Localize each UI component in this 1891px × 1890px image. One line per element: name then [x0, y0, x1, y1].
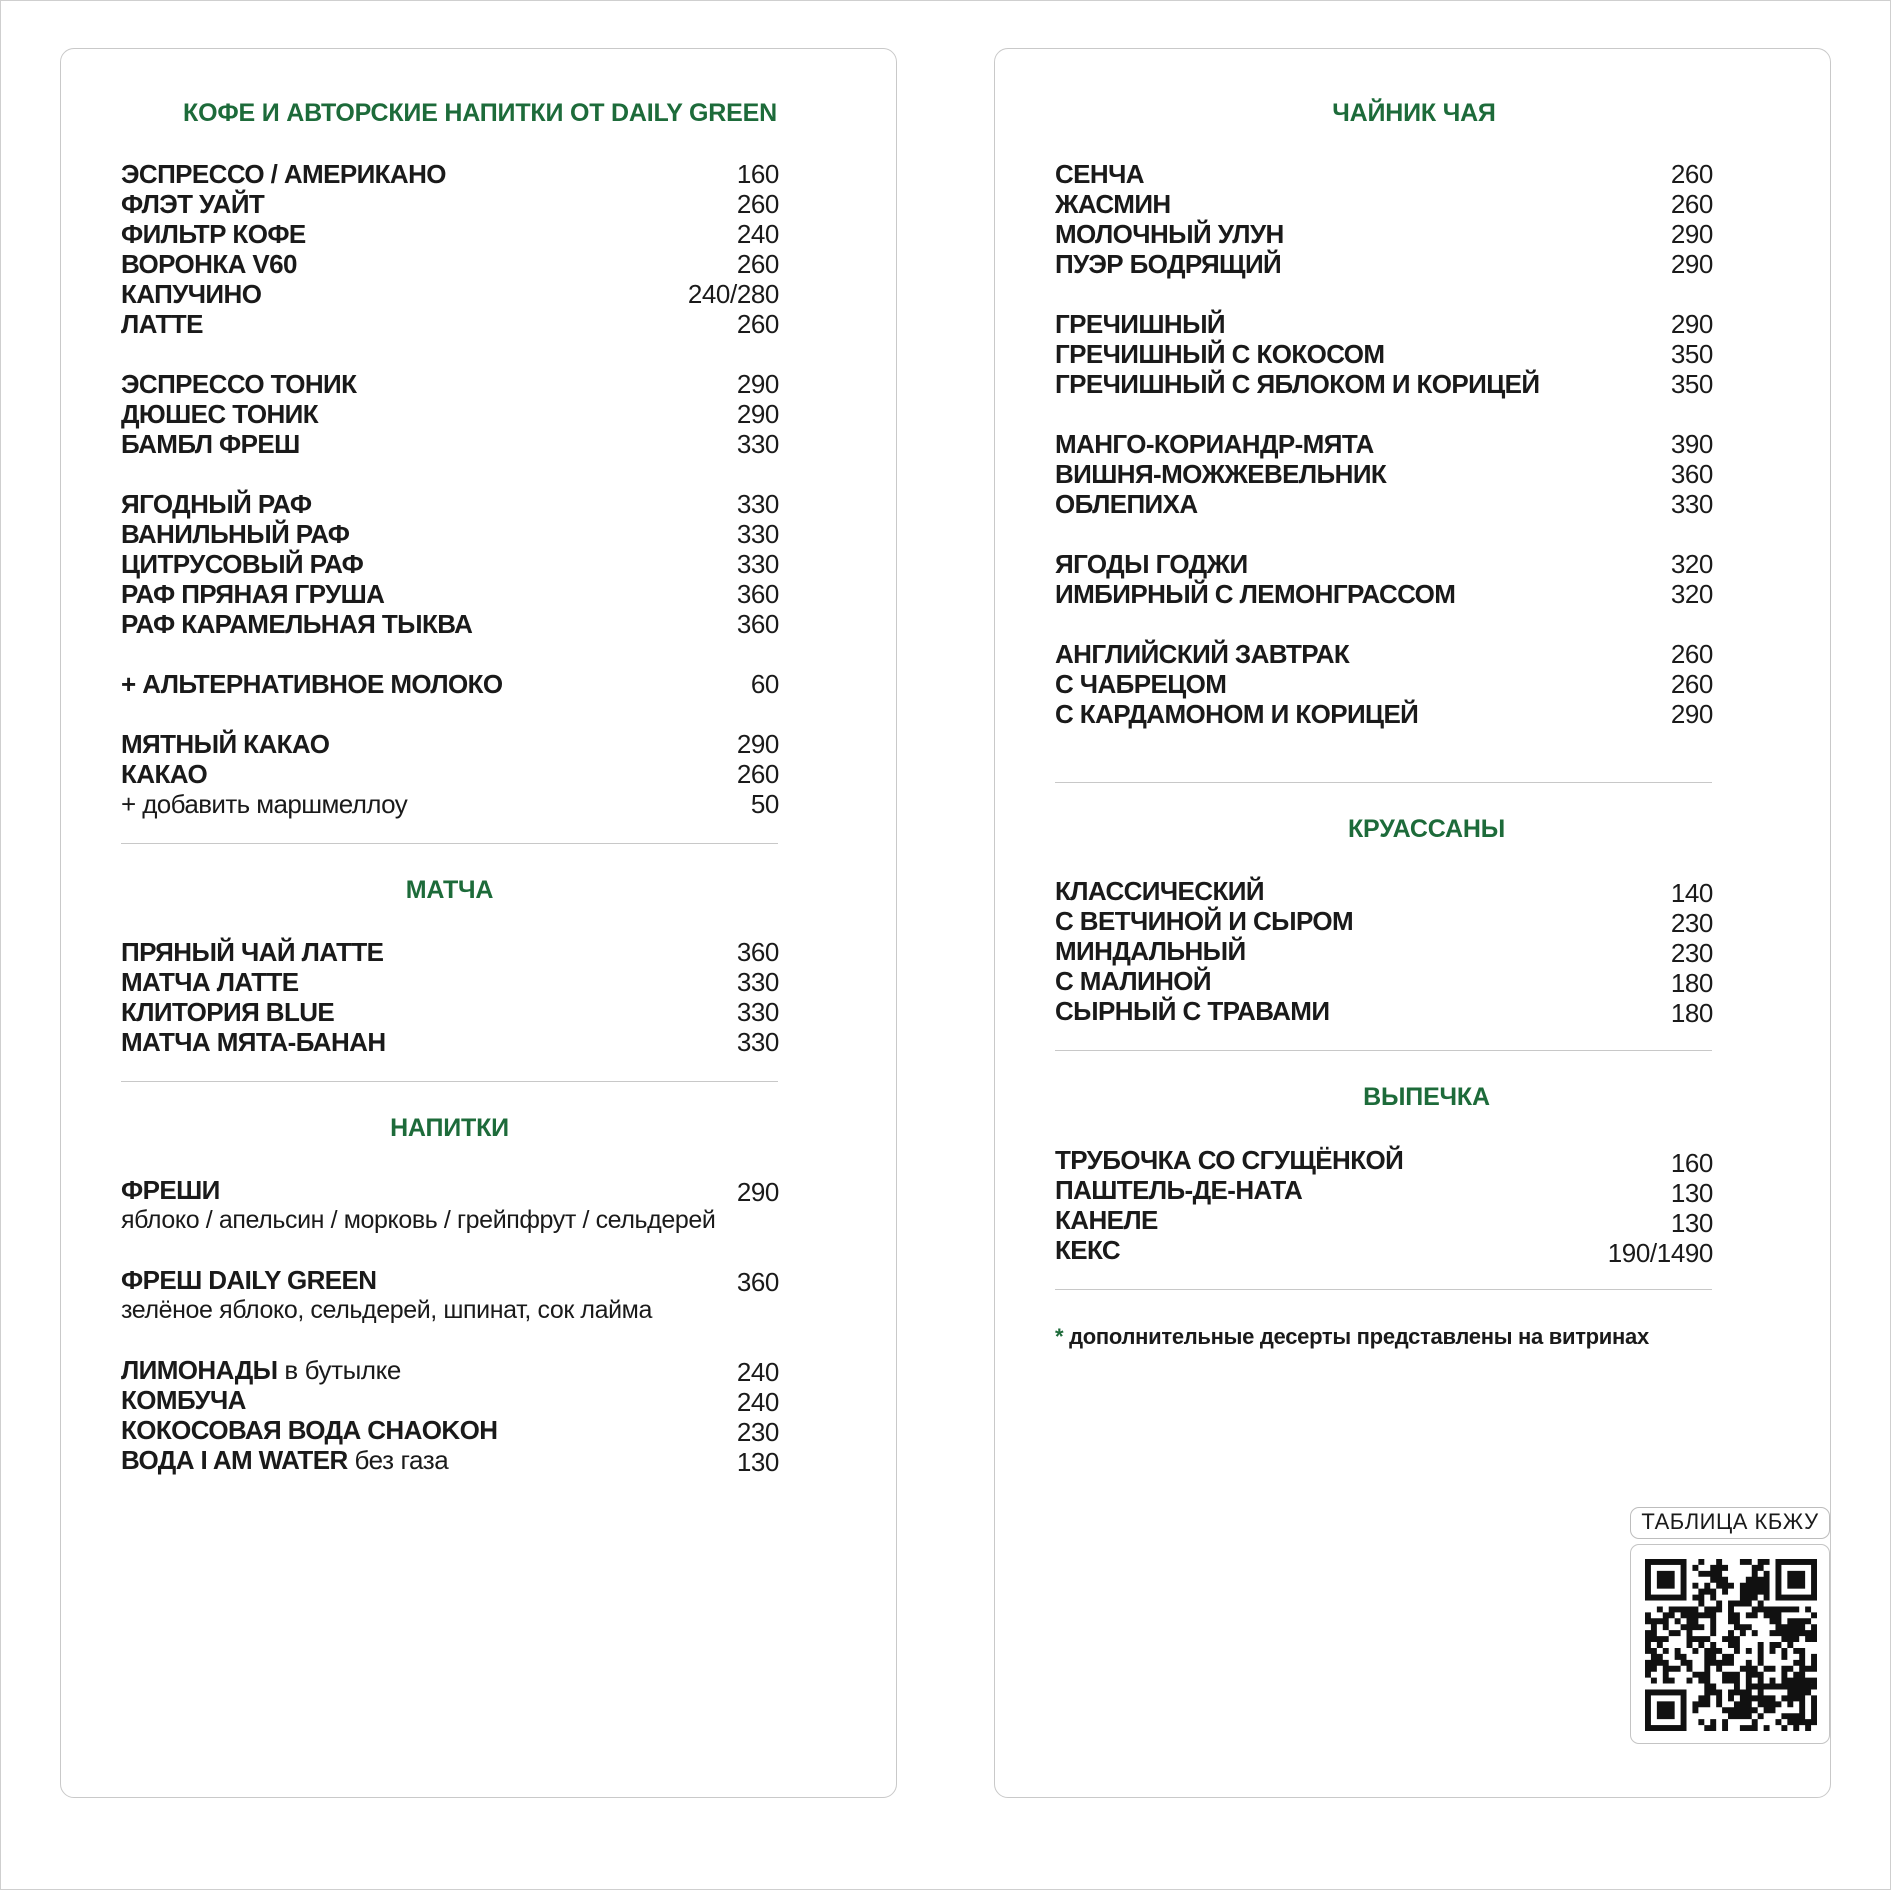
menu-item	[121, 579, 839, 609]
section-divider	[121, 1081, 778, 1082]
menu-item	[1055, 996, 1773, 1026]
item-price: 330	[736, 549, 779, 579]
menu-item	[121, 1415, 839, 1445]
item-name: ВИШНЯ-МОЖЖЕВЕЛЬНИК	[1055, 459, 1387, 489]
item-name: ФРЕШ DAILY GREEN	[121, 1265, 377, 1295]
menu-item	[121, 489, 839, 519]
item-price: 290	[1670, 249, 1713, 279]
item-price: 360	[1670, 459, 1713, 489]
item-name: РАФ КАРАМЕЛЬНАЯ ТЫКВА	[121, 609, 473, 639]
menu-item	[1055, 339, 1773, 369]
section-divider	[121, 843, 778, 844]
item-name: ФЛЭТ УАЙТ	[121, 189, 265, 219]
item-name-text: КОМБУЧА	[121, 1385, 246, 1415]
item-name: ЯГОДЫ ГОДЖИ	[1055, 549, 1248, 579]
item-name: КЛИТОРИЯ BLUE	[121, 997, 335, 1027]
qr-code-icon[interactable]	[1630, 1544, 1830, 1744]
menu-item	[1055, 579, 1773, 609]
coffee-section-title: КОФЕ И АВТОРСКИЕ НАПИТКИ ОТ DAILY GREEN	[183, 99, 777, 127]
desserts-footnote	[1055, 1324, 1649, 1350]
menu-item	[121, 1265, 839, 1295]
menu-item	[1055, 906, 1773, 936]
menu-item	[1055, 1235, 1773, 1268]
item-name: КЕКС	[1055, 1235, 1121, 1265]
item-name: ЦИТРУСОВЫЙ РАФ	[121, 549, 364, 579]
qr-finder-pattern	[1775, 1559, 1817, 1601]
item-name: МАТЧА МЯТА-БАНАН	[121, 1027, 386, 1057]
item-price: 290	[736, 369, 779, 399]
menu-item	[121, 1355, 839, 1385]
item-price: 320	[1670, 579, 1713, 609]
item-name: ПРЯНЫЙ ЧАЙ ЛАТТЕ	[121, 937, 384, 967]
item-name	[121, 1355, 401, 1385]
item-note: без газа	[347, 1445, 449, 1475]
item-price: 230	[1670, 938, 1713, 968]
item-price: 240	[736, 1387, 779, 1417]
item-price: 260	[736, 249, 779, 279]
item-name: СЕНЧА	[1055, 159, 1144, 189]
menu-item	[121, 1175, 839, 1205]
item-name: МЯТНЫЙ КАКАО	[121, 729, 330, 759]
menu-item	[1055, 876, 1773, 906]
menu-item	[121, 399, 839, 429]
tea-section-title: ЧАЙНИК ЧАЯ	[1332, 99, 1496, 127]
menu-item	[121, 549, 839, 579]
section-divider	[1055, 782, 1712, 783]
croissants-section-title: КРУАССАНЫ	[1348, 815, 1505, 843]
menu-item	[121, 159, 839, 189]
item-price: 240/280	[687, 279, 779, 309]
menu-item	[1055, 966, 1773, 996]
item-name: ЭСПРЕССО ТОНИК	[121, 369, 357, 399]
item-price: 360	[736, 609, 779, 639]
menu-item	[1055, 669, 1773, 699]
section-divider	[1055, 1289, 1712, 1290]
nutrition-table-label: ТАБЛИЦА КБЖУ	[1630, 1507, 1830, 1539]
item-name-text: КОКОСОВАЯ ВОДА CHAOKOH	[121, 1415, 498, 1445]
menu-item-addon	[121, 789, 839, 819]
menu-item	[1055, 1205, 1773, 1238]
item-name: ТРУБОЧКА СО СГУЩЁНКОЙ	[1055, 1145, 1404, 1175]
menu-item	[121, 937, 839, 967]
item-name: АНГЛИЙСКИЙ ЗАВТРАК	[1055, 639, 1350, 669]
item-name: ЭСПРЕССО / АМЕРИКАНО	[121, 159, 446, 189]
menu-panel-left	[60, 48, 897, 1798]
item-price: 130	[736, 1447, 779, 1477]
item-price: 260	[736, 189, 779, 219]
item-price: 50	[750, 789, 779, 819]
item-price: 180	[1670, 968, 1713, 998]
item-description: зелёное яблоко, сельдерей, шпинат, сок лайма	[121, 1296, 652, 1324]
item-name: ФИЛЬТР КОФЕ	[121, 219, 306, 249]
item-name: С ЧАБРЕЦОМ	[1055, 669, 1227, 699]
item-name: ГРЕЧИШНЫЙ С КОКОСОМ	[1055, 339, 1385, 369]
menu-item	[121, 249, 839, 279]
item-name: ОБЛЕПИХА	[1055, 489, 1198, 519]
item-name: ЛАТТЕ	[121, 309, 203, 339]
item-price: 260	[1670, 639, 1713, 669]
menu-item	[121, 609, 839, 639]
item-name: ВОРОНКА V60	[121, 249, 297, 279]
menu-item	[121, 519, 839, 549]
menu-item	[1055, 489, 1773, 519]
item-name: ГРЕЧИШНЫЙ	[1055, 309, 1226, 339]
menu-item	[1055, 699, 1773, 729]
item-price: 130	[1670, 1178, 1713, 1208]
menu-item	[1055, 459, 1773, 489]
item-name: КАНЕЛЕ	[1055, 1205, 1158, 1235]
menu-item	[1055, 1145, 1773, 1178]
menu-item	[1055, 639, 1773, 669]
menu-item	[121, 759, 839, 789]
item-name: ГРЕЧИШНЫЙ С ЯБЛОКОМ И КОРИЦЕЙ	[1055, 369, 1540, 399]
item-name	[121, 1385, 246, 1415]
menu-item	[121, 729, 839, 759]
pastry-section-title: ВЫПЕЧКА	[1363, 1083, 1490, 1111]
item-price: 290	[736, 1177, 779, 1207]
item-name: С МАЛИНОЙ	[1055, 966, 1211, 996]
menu-item	[1055, 159, 1773, 189]
item-name: + АЛЬТЕРНАТИВНОЕ МОЛОКО	[121, 669, 503, 699]
item-name: С КАРДАМОНОМ И КОРИЦЕЙ	[1055, 699, 1419, 729]
item-name: БАМБЛ ФРЕШ	[121, 429, 300, 459]
menu-item	[1055, 936, 1773, 966]
menu-item	[121, 189, 839, 219]
item-name	[121, 1415, 497, 1445]
item-price: 330	[736, 967, 779, 997]
item-name: СЫРНЫЙ С ТРАВАМИ	[1055, 996, 1330, 1026]
item-price: 190/1490	[1607, 1238, 1713, 1268]
item-name-text: ЛИМОНАДЫ	[121, 1355, 278, 1385]
item-price: 60	[750, 669, 779, 699]
item-price: 240	[736, 219, 779, 249]
item-price: 230	[736, 1417, 779, 1447]
menu-item	[121, 369, 839, 399]
item-name: ЯГОДНЫЙ РАФ	[121, 489, 312, 519]
menu-item	[121, 219, 839, 249]
item-name: ФРЕШИ	[121, 1175, 220, 1205]
item-price: 240	[736, 1357, 779, 1387]
menu-item	[121, 429, 839, 459]
item-price: 290	[1670, 219, 1713, 249]
qr-finder-pattern	[1645, 1689, 1687, 1731]
menu-item	[121, 967, 839, 997]
item-price: 330	[736, 1027, 779, 1057]
menu-item	[121, 279, 839, 309]
item-name: КАКАО	[121, 759, 208, 789]
item-name: МИНДАЛЬНЫЙ	[1055, 936, 1246, 966]
item-name	[121, 1445, 448, 1475]
item-name: ДЮШЕС ТОНИК	[121, 399, 318, 429]
item-price: 350	[1670, 369, 1713, 399]
menu-item	[1055, 1175, 1773, 1208]
item-price: 360	[736, 1267, 779, 1297]
item-price: 290	[736, 399, 779, 429]
drinks-section-title: НАПИТКИ	[390, 1114, 509, 1142]
item-description: яблоко / апельсин / морковь / грейпфрут / сельдерей	[121, 1206, 716, 1234]
item-name: РАФ ПРЯНАЯ ГРУША	[121, 579, 385, 609]
item-price: 260	[1670, 189, 1713, 219]
item-name-text: ВОДА I AM WATER	[121, 1445, 348, 1475]
menu-item	[121, 309, 839, 339]
item-name: МАТЧА ЛАТТЕ	[121, 967, 299, 997]
item-name: ВАНИЛЬНЫЙ РАФ	[121, 519, 350, 549]
item-name: ИМБИРНЫЙ С ЛЕМОНГРАССОМ	[1055, 579, 1456, 609]
item-price: 260	[1670, 159, 1713, 189]
item-name: С ВЕТЧИНОЙ И СЫРОМ	[1055, 906, 1354, 936]
item-price: 360	[736, 579, 779, 609]
item-price: 390	[1670, 429, 1713, 459]
item-price: 360	[736, 937, 779, 967]
item-price: 290	[1670, 309, 1713, 339]
item-name: ЖАСМИН	[1055, 189, 1171, 219]
menu-item	[1055, 219, 1773, 249]
footnote-star: *	[1055, 1324, 1064, 1349]
item-price: 320	[1670, 549, 1713, 579]
item-price: 180	[1670, 998, 1713, 1028]
matcha-section-title: МАТЧА	[405, 876, 494, 904]
item-price: 260	[1670, 669, 1713, 699]
footnote-text: дополнительные десерты представлены на витринах	[1063, 1324, 1649, 1349]
item-name: ПУЭР БОДРЯЩИЙ	[1055, 249, 1282, 279]
menu-item	[1055, 429, 1773, 459]
item-price: 130	[1670, 1208, 1713, 1238]
item-name: + добавить маршмеллоу	[121, 789, 408, 819]
menu-item	[121, 997, 839, 1027]
qr-finder-pattern	[1645, 1559, 1687, 1601]
section-divider	[1055, 1050, 1712, 1051]
item-price: 140	[1670, 878, 1713, 908]
item-price: 160	[736, 159, 779, 189]
menu-item	[1055, 309, 1773, 339]
item-name: МОЛОЧНЫЙ УЛУН	[1055, 219, 1284, 249]
menu-item	[1055, 189, 1773, 219]
item-name: КАПУЧИНО	[121, 279, 262, 309]
item-price: 330	[736, 429, 779, 459]
item-price: 330	[736, 519, 779, 549]
menu-item	[1055, 369, 1773, 399]
item-price: 290	[736, 729, 779, 759]
item-price: 260	[736, 309, 779, 339]
item-price: 330	[1670, 489, 1713, 519]
item-name: КЛАССИЧЕСКИЙ	[1055, 876, 1264, 906]
item-note: в бутылке	[277, 1355, 401, 1385]
item-price: 330	[736, 489, 779, 519]
item-name: ПАШТЕЛЬ-ДЕ-НАТА	[1055, 1175, 1303, 1205]
menu-panel-right	[994, 48, 1831, 1798]
item-price: 260	[736, 759, 779, 789]
item-price: 350	[1670, 339, 1713, 369]
menu-item	[121, 1027, 839, 1057]
qr-code-graphic	[1645, 1559, 1817, 1731]
menu-item	[121, 1445, 839, 1475]
item-price: 330	[736, 997, 779, 1027]
item-price: 290	[1670, 699, 1713, 729]
item-price: 230	[1670, 908, 1713, 938]
menu-item	[1055, 549, 1773, 579]
item-price: 160	[1670, 1148, 1713, 1178]
item-name: МАНГО-КОРИАНДР-МЯТА	[1055, 429, 1374, 459]
menu-item	[1055, 249, 1773, 279]
menu-item	[121, 1385, 839, 1415]
menu-item	[121, 669, 839, 699]
